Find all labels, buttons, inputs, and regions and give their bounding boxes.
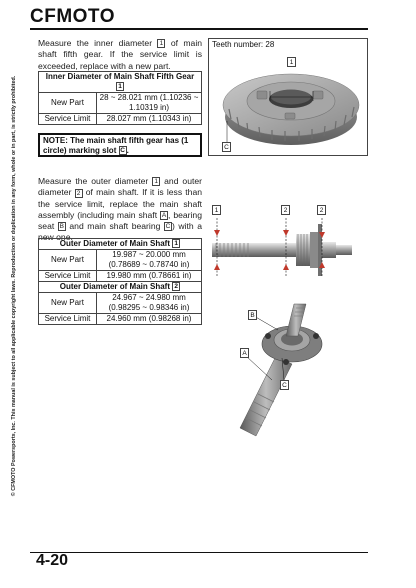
callout-1: 1: [172, 239, 180, 248]
row-value: 28.027 mm (1.10343 in): [97, 114, 202, 125]
table-title: Outer Diameter of Main Shaft 2: [39, 282, 202, 293]
row-label: Service Limit: [39, 271, 97, 282]
section1-paragraph: [38, 38, 202, 72]
shaft-assembly-figure: [226, 300, 356, 440]
brand-logo: CFMOTO: [30, 6, 115, 27]
section1-text-a: Measure the inner diameter: [38, 38, 153, 48]
table-row: [39, 114, 202, 125]
callout-2: 2: [75, 189, 83, 198]
row-label: New Part: [39, 250, 97, 271]
row-value: 19.987 ~ 20.000 mm (0.78689 ~ 0.78740 in): [97, 250, 202, 271]
table-row: [39, 93, 202, 114]
note-text-b: .: [126, 146, 129, 155]
table-title: Inner Diameter of Main Shaft Fifth Gear 1: [39, 72, 202, 93]
row-value: 19.980 mm (0.78661 in): [97, 271, 202, 282]
callout-2: 2: [281, 205, 290, 215]
inner-diameter-table: [38, 71, 202, 125]
callout-2: 2: [317, 205, 326, 215]
callout-c: C: [222, 142, 231, 152]
table-row: [39, 250, 202, 271]
gear-figure: [208, 38, 368, 156]
row-label: Service Limit: [39, 314, 97, 325]
table-title: Outer Diameter of Main Shaft 1: [39, 239, 202, 250]
row-value: 24.960 mm (0.98268 in): [97, 314, 202, 325]
row-label: New Part: [39, 93, 97, 114]
shaft-assembly-illustration: [226, 300, 356, 440]
outer-diameter-table: [38, 238, 202, 325]
row-value: 24.967 ~ 24.980 mm (0.98295 ~ 0.98346 in): [97, 293, 202, 314]
table-header-row: [39, 239, 202, 250]
table-row: [39, 293, 202, 314]
callout-1: 1: [212, 205, 221, 215]
copyright-text: © CFMOTO Powersports, Inc. This manual is subject to all applicable copyright laws. Reproduction or duplication in any form, whole or in part, is strictly prohibited.: [11, 75, 17, 497]
row-label: New Part: [39, 293, 97, 314]
table-header-row: [39, 282, 202, 293]
table-header-row: [39, 72, 202, 93]
footer-rule: [30, 552, 368, 553]
note-text-a: NOTE: The main shaft fifth gear has (1 circle) marking slot: [43, 136, 189, 155]
shaft-measurement-figure: [208, 196, 368, 296]
callout-1: 1: [287, 57, 296, 67]
callout-2: 2: [172, 282, 180, 291]
callout-b: B: [248, 310, 257, 320]
teeth-number-caption: Teeth number: 28: [212, 40, 275, 49]
header-rule: [30, 28, 368, 30]
section2-paragraph: Measure the outer diameter 1 and outer diameter 2 of main shaft. If it is less than the service limit, replace the main shaft assembly (including main shaft A , bearing seat B and main shaft bearing C ) with a new one.: [38, 176, 203, 243]
callout-a: A: [161, 212, 167, 220]
table-row: [39, 271, 202, 282]
callout-1: 1: [152, 177, 160, 186]
row-label: Service Limit: [39, 114, 97, 125]
callout-a: A: [240, 348, 249, 358]
table-row: [39, 314, 202, 325]
row-value: 28 ~ 28.021 mm (1.10236 ~ 1.10319 in): [97, 93, 202, 114]
callout-c: C: [120, 147, 125, 155]
section1-text-b: of main shaft fifth gear. If the service limit is exceeded, replace with a new part.: [38, 38, 203, 71]
callout-1: 1: [116, 82, 124, 91]
copyright-sidebar: [0, 36, 28, 536]
callout-c: C: [165, 223, 171, 231]
callout-b: B: [59, 223, 64, 231]
page-number: 4-20: [36, 552, 69, 569]
callout-1: 1: [157, 39, 165, 48]
note-box: [38, 133, 202, 157]
callout-c: C: [280, 380, 289, 390]
